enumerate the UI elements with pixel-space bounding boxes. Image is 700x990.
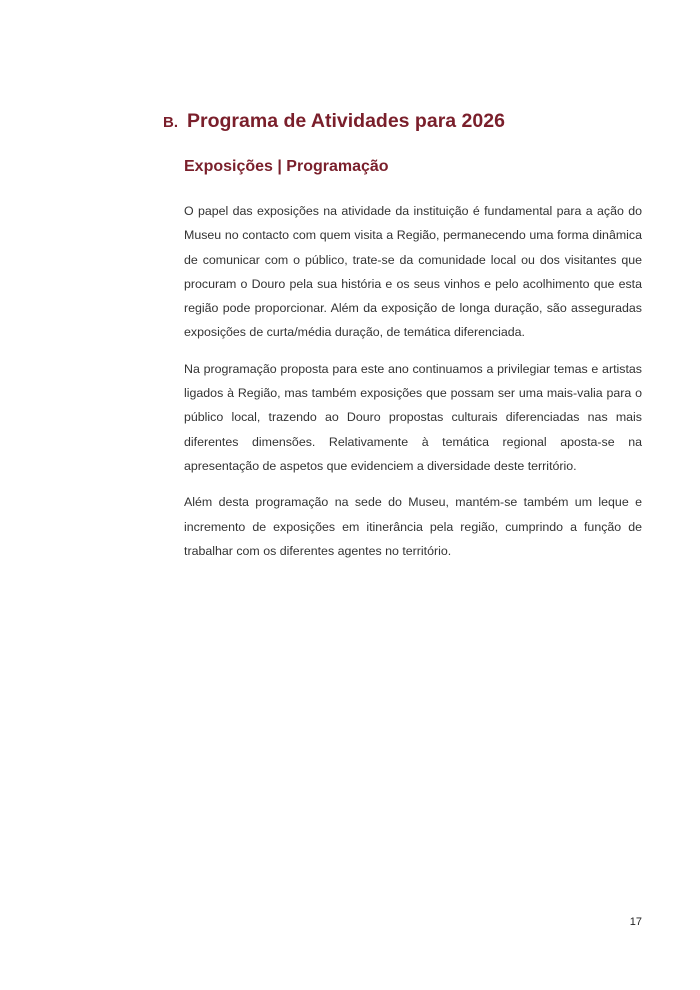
page-number: 17	[629, 916, 642, 928]
paragraph-3: Além desta programação na sede do Museu, mantém-se também um leque e incremento de exposições em itinerância pela região, cumprindo a função de trabalhar com os diferentes agentes no território.	[184, 495, 642, 558]
subheading: Exposições | Programação	[184, 158, 389, 175]
paragraph-1: O papel das exposições na atividade da instituição é fundamental para a ação do Museu no contacto com quem visita a Região, permanecendo uma forma dinâmica de comunicar com o público, trate-se da comunidade local ou dos visitantes que procuram o Douro pela sua história e os seus vinhos e pelo acolhimento que esta região pode proporcionar. Além da exposição de longa duração, são asseguradas exposições de curta/média duração, de temática diferenciada.	[184, 204, 642, 340]
paragraph-2: Na programação proposta para este ano continuamos a privilegiar temas e artistas ligados à Região, mas também exposições que possam ser uma mais-valia para o público local, trazendo ao Douro propostas culturais diferenciadas nas mais diferentes dimensões. Relativamente à temática regional aposta-se na apresentação de aspetos que evidenciem a diversidade deste território.	[184, 361, 642, 473]
body-text	[184, 199, 642, 575]
section-letter: B.	[163, 114, 178, 131]
section-heading	[163, 110, 505, 133]
section-title: Programa de Atividades para 2026	[187, 110, 505, 132]
